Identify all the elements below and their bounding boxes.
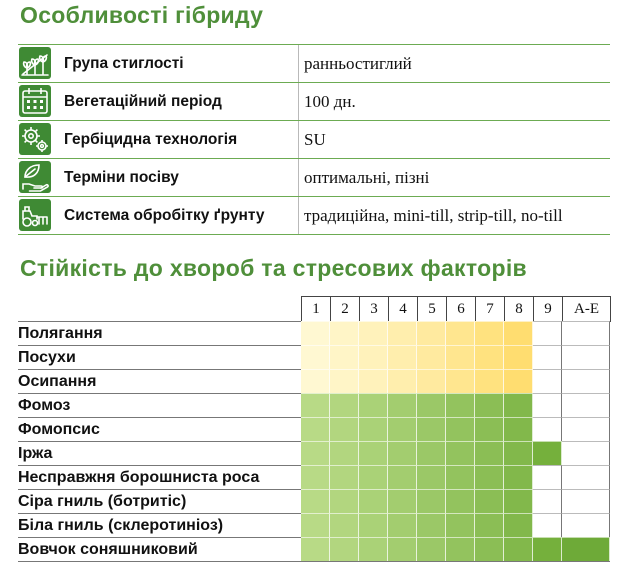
resistance-bar-cell xyxy=(330,345,359,369)
resistance-bar-cell xyxy=(446,321,475,345)
feature-label: Гербіцидна технологія xyxy=(64,131,238,148)
resistance-bar-cell xyxy=(359,321,388,345)
feature-divider xyxy=(298,45,299,82)
resistance-empty-cell xyxy=(533,465,562,489)
resistance-bar-cell xyxy=(504,537,533,561)
resistance-bar-cell xyxy=(417,537,446,561)
resistance-bar-cell xyxy=(417,393,446,417)
resistance-bar-cell xyxy=(388,369,417,393)
resistance-empty-cell xyxy=(562,513,610,537)
resistance-bar-cell xyxy=(475,321,504,345)
resistance-bar-cell xyxy=(388,393,417,417)
resistance-title: Стійкість до хвороб та стресових факторів xyxy=(20,255,527,281)
seedling-icon xyxy=(19,47,51,79)
resistance-bar-cell xyxy=(446,393,475,417)
resistance-row-label: Полягання xyxy=(18,321,301,345)
resistance-bar-cell xyxy=(504,321,533,345)
resistance-bar-cell xyxy=(388,417,417,441)
feature-label: Терміни посіву xyxy=(64,169,179,186)
resistance-bar-cell xyxy=(475,513,504,537)
feature-value: традиційна, mini-till, strip-till, no-till xyxy=(304,206,563,225)
resistance-bar-cell xyxy=(330,321,359,345)
resistance-bar-cell xyxy=(475,489,504,513)
scale-header xyxy=(301,296,611,322)
feature-value: SU xyxy=(304,130,326,149)
resistance-empty-cell xyxy=(533,393,562,417)
feature-row-vegetation xyxy=(18,83,610,121)
resistance-empty-cell xyxy=(562,321,610,345)
resistance-row-label: Іржа xyxy=(18,441,301,465)
resistance-bar-cell xyxy=(417,369,446,393)
scale-label-4: 4 xyxy=(389,297,418,321)
resistance-bar-cell xyxy=(301,513,330,537)
feature-divider xyxy=(298,121,299,158)
gears-icon xyxy=(19,123,51,155)
resistance-bar-cell xyxy=(359,489,388,513)
resistance-empty-cell xyxy=(562,465,610,489)
resistance-bar-cell xyxy=(330,537,359,561)
resistance-bar-cell xyxy=(359,369,388,393)
resistance-bar-cell xyxy=(417,345,446,369)
resistance-bar-cell xyxy=(446,537,475,561)
resistance-empty-cell xyxy=(533,489,562,513)
resistance-bar-cell xyxy=(359,537,388,561)
resistance-bar-cell xyxy=(359,345,388,369)
resistance-bar-cell xyxy=(388,537,417,561)
resistance-empty-cell xyxy=(533,321,562,345)
resistance-bar-cell xyxy=(330,513,359,537)
resistance-bar-cell xyxy=(446,417,475,441)
resistance-bar-cell xyxy=(504,369,533,393)
resistance-bar-cell xyxy=(504,345,533,369)
resistance-bar-cell xyxy=(301,537,330,561)
feature-row-maturity xyxy=(18,44,610,83)
resistance-row-label: Осипання xyxy=(18,369,301,393)
resistance-bar-cell xyxy=(330,393,359,417)
features-title: Особливості гібриду xyxy=(20,2,264,28)
resistance-row-label: Фомопсис xyxy=(18,417,301,441)
feature-divider xyxy=(298,197,299,234)
feature-row-herbicide xyxy=(18,121,610,159)
feature-label: Вегетаційний період xyxy=(64,93,222,110)
resistance-bar-cell xyxy=(417,441,446,465)
feature-label: Група стиглості xyxy=(64,55,184,72)
resistance-bar-cell xyxy=(533,537,562,561)
resistance-bar-cell xyxy=(417,513,446,537)
resistance-bar-cell xyxy=(417,321,446,345)
resistance-bar-cell xyxy=(504,465,533,489)
resistance-bar-cell xyxy=(301,393,330,417)
feature-value: оптимальні, пізні xyxy=(304,168,430,187)
resistance-bar-cell xyxy=(388,489,417,513)
resistance-empty-cell xyxy=(533,513,562,537)
resistance-bar-cell xyxy=(301,489,330,513)
scale-label-7: 7 xyxy=(476,297,505,321)
resistance-bar-cell xyxy=(359,393,388,417)
resistance-empty-cell xyxy=(562,489,610,513)
resistance-bar-cell xyxy=(301,465,330,489)
resistance-bar-cell xyxy=(301,441,330,465)
resistance-row-label: Біла гниль (склеротиніоз) xyxy=(18,513,301,537)
resistance-bar-cell xyxy=(504,417,533,441)
resistance-bar-cell xyxy=(359,417,388,441)
resistance-bar-cell xyxy=(330,417,359,441)
scale-label-3: 3 xyxy=(360,297,389,321)
feature-divider xyxy=(298,159,299,196)
resistance-bar-cell xyxy=(533,441,562,465)
resistance-bar-cell xyxy=(504,513,533,537)
resistance-bar-cell xyxy=(359,441,388,465)
resistance-bar-cell xyxy=(301,369,330,393)
resistance-empty-cell xyxy=(533,369,562,393)
resistance-bar-cell xyxy=(330,465,359,489)
resistance-row-label: Несправжня борошниста роса xyxy=(18,465,301,489)
calendar-icon xyxy=(19,85,51,117)
resistance-bar-cell xyxy=(446,465,475,489)
resistance-bar-cell xyxy=(388,321,417,345)
resistance-bar-cell xyxy=(417,417,446,441)
resistance-bar-cell xyxy=(301,345,330,369)
resistance-bar-cell xyxy=(330,441,359,465)
resistance-bar-cell xyxy=(562,537,610,561)
resistance-bar-cell xyxy=(475,369,504,393)
resistance-empty-cell xyxy=(562,369,610,393)
resistance-empty-cell xyxy=(562,393,610,417)
resistance-row-label: Вовчок соняшниковий xyxy=(18,537,301,561)
resistance-bar-cell xyxy=(475,345,504,369)
sowing-hand-icon xyxy=(19,161,51,193)
resistance-bar-cell xyxy=(330,489,359,513)
resistance-bar-cell xyxy=(446,441,475,465)
resistance-empty-cell xyxy=(562,345,610,369)
table-bottom-rule xyxy=(18,561,610,562)
resistance-empty-cell xyxy=(533,345,562,369)
resistance-bar-cell xyxy=(417,465,446,489)
resistance-bar-cell xyxy=(301,417,330,441)
resistance-bar-cell xyxy=(504,393,533,417)
scale-label-A-E: A-E xyxy=(563,297,611,321)
resistance-bar-cell xyxy=(446,513,475,537)
resistance-bar-cell xyxy=(475,537,504,561)
resistance-bar-cell xyxy=(504,441,533,465)
scale-label-5: 5 xyxy=(418,297,447,321)
resistance-bar-cell xyxy=(330,369,359,393)
features-table xyxy=(18,44,610,235)
resistance-bar-cell xyxy=(446,345,475,369)
resistance-empty-cell xyxy=(533,417,562,441)
resistance-bar-cell xyxy=(388,441,417,465)
scale-label-9: 9 xyxy=(534,297,563,321)
resistance-empty-cell xyxy=(562,417,610,441)
feature-row-sowing xyxy=(18,159,610,197)
resistance-bar-cell xyxy=(301,321,330,345)
resistance-bar-cell xyxy=(475,393,504,417)
feature-row-tillage xyxy=(18,197,610,235)
scale-label-6: 6 xyxy=(447,297,476,321)
resistance-bar-cell xyxy=(504,489,533,513)
resistance-bar-cell xyxy=(388,465,417,489)
scale-label-2: 2 xyxy=(331,297,360,321)
resistance-row-label: Фомоз xyxy=(18,393,301,417)
resistance-bar-cell xyxy=(359,513,388,537)
resistance-bar-cell xyxy=(446,369,475,393)
resistance-bar-cell xyxy=(446,489,475,513)
scale-label-8: 8 xyxy=(505,297,534,321)
resistance-bar-cell xyxy=(475,441,504,465)
resistance-bar-cell xyxy=(475,417,504,441)
tractor-icon xyxy=(19,199,51,231)
resistance-bar-cell xyxy=(388,345,417,369)
resistance-bar-cell xyxy=(388,513,417,537)
scale-label-1: 1 xyxy=(302,297,331,321)
feature-value: 100 дн. xyxy=(304,92,356,111)
resistance-bar-cell xyxy=(475,465,504,489)
feature-value: ранньостиглий xyxy=(304,54,412,73)
resistance-row-label: Посухи xyxy=(18,345,301,369)
resistance-bar-cell xyxy=(417,489,446,513)
resistance-empty-cell xyxy=(562,441,610,465)
resistance-bar-cell xyxy=(359,465,388,489)
resistance-row-label: Сіра гниль (ботритіс) xyxy=(18,489,301,513)
feature-label: Система обробітку ґрунту xyxy=(64,207,265,224)
feature-divider xyxy=(298,83,299,120)
